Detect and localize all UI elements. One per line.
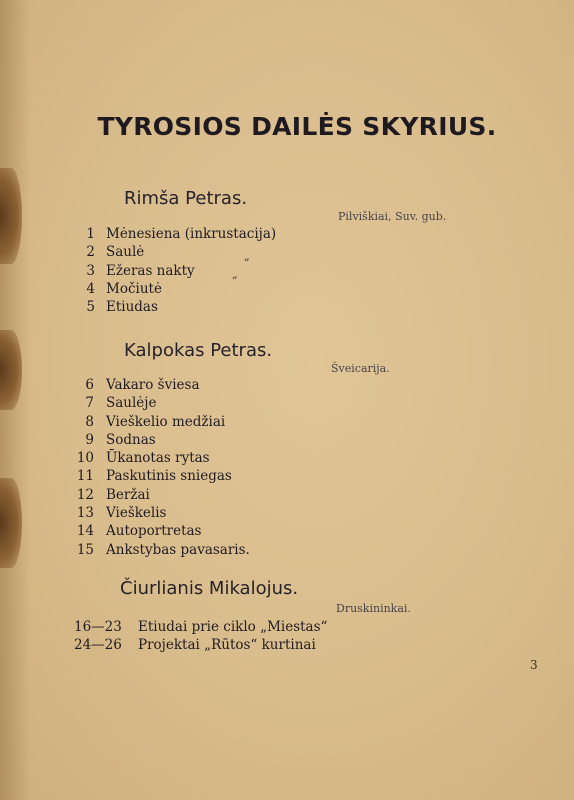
work-title: Ūkanotas rytas xyxy=(106,450,210,467)
works-list xyxy=(74,618,404,655)
ditto-mark: „ xyxy=(232,268,238,281)
work-number: 9 xyxy=(85,431,94,448)
artist-place: Pilviškiai, Suv. gub. xyxy=(338,210,447,223)
work-number: 8 xyxy=(85,413,94,430)
artist-place: Druskininkai. xyxy=(336,602,411,615)
list-item xyxy=(70,394,390,412)
work-number: 6 xyxy=(85,377,94,393)
list-item xyxy=(70,467,390,485)
work-title: Vakaro šviesa xyxy=(106,377,200,393)
work-title: Ežeras nakty xyxy=(106,262,195,279)
list-item xyxy=(70,431,390,449)
work-number: 10 xyxy=(76,450,94,467)
work-number: 11 xyxy=(76,468,94,485)
list-item xyxy=(74,618,404,636)
list-item xyxy=(70,541,390,559)
list-item xyxy=(70,376,390,394)
work-title: Mėnesiena (inkrustacija) xyxy=(106,226,277,242)
list-item xyxy=(70,486,390,504)
work-title: Etiudas xyxy=(106,299,158,316)
work-number: 3 xyxy=(86,262,95,279)
list-item xyxy=(80,298,400,316)
work-number: 1 xyxy=(86,226,95,242)
works-list xyxy=(70,376,390,559)
work-title: Saulė xyxy=(106,244,145,261)
work-title: Projektai „Rūtos“ kurtinai xyxy=(138,637,316,654)
list-item xyxy=(80,280,400,298)
work-number: 24—26 xyxy=(74,637,122,654)
work-number: 14 xyxy=(76,523,94,540)
artist-place: Šveicarija. xyxy=(331,362,390,375)
work-title: Močiutė xyxy=(106,280,162,297)
list-item xyxy=(70,522,390,540)
list-item xyxy=(74,636,404,654)
page-number: 3 xyxy=(530,658,538,672)
work-title: Vieškelis xyxy=(106,505,167,522)
work-number: 7 xyxy=(85,395,94,412)
work-number: 5 xyxy=(86,299,95,316)
work-number: 12 xyxy=(76,486,94,503)
list-item xyxy=(70,449,390,467)
work-title: Sodnas xyxy=(106,431,156,448)
work-number: 16—23 xyxy=(74,619,122,635)
work-number: 13 xyxy=(76,505,94,522)
work-title: Ankstybas pavasaris. xyxy=(106,541,250,558)
ditto-mark: „ xyxy=(244,250,250,263)
binding-hole-top xyxy=(0,168,22,264)
list-item xyxy=(80,262,400,280)
section-title: TYROSIOS DAILĖS SKYRIUS. xyxy=(97,112,497,141)
work-title: Paskutinis sniegas xyxy=(106,468,232,485)
work-title: Beržai xyxy=(106,486,150,503)
works-list xyxy=(80,225,400,316)
list-item xyxy=(80,243,400,261)
work-title: Vieškelio medžiai xyxy=(106,413,226,430)
work-number: 4 xyxy=(86,280,95,297)
work-title: Etiudai prie ciklo „Miestas“ xyxy=(138,619,328,635)
artist-name: Čiurlianis Mikalojus. xyxy=(120,578,299,599)
list-item xyxy=(80,225,400,243)
binding-hole-middle xyxy=(0,330,22,410)
work-number: 15 xyxy=(76,541,94,558)
work-number: 2 xyxy=(86,244,95,261)
list-item xyxy=(70,504,390,522)
list-item xyxy=(70,413,390,431)
artist-name: Rimša Petras. xyxy=(124,188,248,209)
artist-name: Kalpokas Petras. xyxy=(124,340,273,361)
work-title: Autoportretas xyxy=(106,523,202,540)
binding-hole-bottom xyxy=(0,478,22,568)
work-title: Saulėje xyxy=(106,395,157,412)
